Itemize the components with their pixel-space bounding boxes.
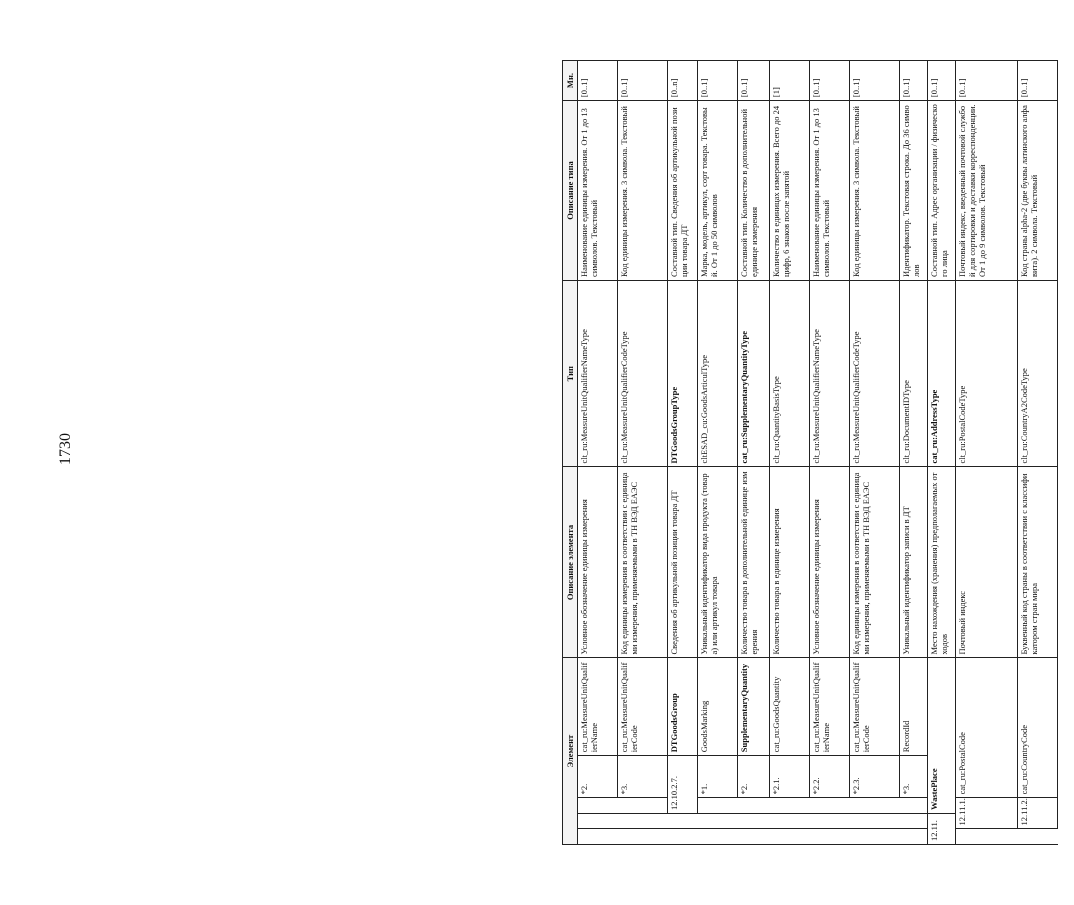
row-description: Сведения об артикульной позиции товара ДТ <box>668 467 698 658</box>
row-index: *3. <box>900 756 928 798</box>
row-multiplicity: [0..1] <box>810 61 850 101</box>
row-description: Код единицы измерения в соответствии с единицами измерения, применяемыми в ТН ВЭД ЕАЭС <box>850 467 900 658</box>
row-description: Буквенный код страны в соответствии с классификатором стран мира <box>1018 467 1058 658</box>
row-multiplicity: [0..1] <box>850 61 900 101</box>
row-index: *2.3. <box>850 756 900 798</box>
row-element: cat_ru:PostalCode <box>956 658 1018 798</box>
row-element: cat_ru:GoodsQuantity <box>770 658 810 756</box>
schema-table <box>562 60 1058 845</box>
table-row <box>956 61 1018 845</box>
row-type: cat_ru:AddressType <box>928 280 956 467</box>
row-description: Условное обозначение единицы измерения <box>810 467 850 658</box>
row-index: *2. <box>578 756 618 798</box>
table-row <box>900 61 928 845</box>
row-description: Код единицы измерения в соответствии с единицами измерения, применяемыми в ТН ВЭД ЕАЭС <box>618 467 668 658</box>
row-type-description: Составной тип. Количество в дополнительной единице измерения <box>738 101 770 281</box>
row-type: clt_ru:QuantityBasisType <box>770 280 810 467</box>
row-type: DTGoodsGroupType <box>668 280 698 467</box>
row-index: *1. <box>698 756 738 798</box>
row-element: DTGoodsGroup <box>668 658 698 756</box>
row-multiplicity: [0..n] <box>668 61 698 101</box>
row-multiplicity: [0..1] <box>900 61 928 101</box>
header-type: Тип <box>563 280 578 467</box>
row-element: WastePlace <box>928 658 956 813</box>
header-row <box>563 61 578 845</box>
table-row <box>770 61 810 845</box>
row-index: *2.1. <box>770 756 810 798</box>
table-row <box>928 61 956 845</box>
row-multiplicity: [1] <box>770 61 810 101</box>
row-index: *2. <box>738 756 770 798</box>
page-number: 1730 <box>57 433 74 465</box>
row-element: cat_ru:MeasureUnitQualifierName <box>578 658 618 756</box>
row-type: clt_ru:MeasureUnitQualifierNameType <box>578 280 618 467</box>
row-type-description: Количество в единицах измерения. Всего до 24 цифр, 6 знаков после запятой <box>770 101 810 281</box>
row-index: *3. <box>618 756 668 798</box>
row-type: clt_ru:MeasureUnitQualifierCodeType <box>618 280 668 467</box>
row-description: Количество товара в единице измерения <box>770 467 810 658</box>
row-description: Почтовый индекс <box>956 467 1018 658</box>
row-multiplicity: [0..1] <box>698 61 738 101</box>
row-type: clt_ru:MeasureUnitQualifierCodeType <box>850 280 900 467</box>
header-multiplicity: Мн. <box>563 61 578 101</box>
row-index: 12.11. <box>928 813 956 844</box>
row-type-description: Составной тип. Адрес организации / физического лица <box>928 101 956 281</box>
schema-table-container <box>562 60 1074 845</box>
row-type: clt_ru:PostalCodeType <box>956 280 1018 467</box>
table-row <box>738 61 770 845</box>
table-row <box>698 61 738 845</box>
row-index: 12.11.2. <box>1018 798 1058 829</box>
row-index: 12.11.1. <box>956 798 1018 829</box>
row-description: Количество товара в дополнительной единице измерения <box>738 467 770 658</box>
row-description: Уникальный идентификатор вида продукта (товара) или артикул товара <box>698 467 738 658</box>
row-type-description: Код единицы измерения. 3 символа. Текстовый <box>618 101 668 281</box>
row-multiplicity: [0..1] <box>578 61 618 101</box>
row-element: cat_ru:MeasureUnitQualifierName <box>810 658 850 756</box>
row-multiplicity: [0..1] <box>738 61 770 101</box>
row-element: GoodsMarking <box>698 658 738 756</box>
header-element: Элемент <box>563 658 578 845</box>
row-multiplicity: [0..1] <box>928 61 956 101</box>
row-type-description: Код страны alpha-2 (две буквы латинского алфавита). 2 символа. Текстовый <box>1018 101 1058 281</box>
row-multiplicity: [0..1] <box>618 61 668 101</box>
row-type: clt_ru:DocumentIDType <box>900 280 928 467</box>
table-row <box>850 61 900 845</box>
row-type-description: Идентификатор. Текстовая строка. До 36 символов <box>900 101 928 281</box>
row-type-description: Код единицы измерения. 3 символа. Текстовый <box>850 101 900 281</box>
row-type-description: Почтовый индекс, введенный почтовой службой для сортировки и доставки корреспонденции. От 1 до 9 символов. Текстовый <box>956 101 1018 281</box>
row-description: Условное обозначение единицы измерения <box>578 467 618 658</box>
row-type-description: Марка, модель, артикул, сорт товара. Текстовый. От 1 до 50 символов <box>698 101 738 281</box>
row-multiplicity: [0..1] <box>956 61 1018 101</box>
row-multiplicity: [0..1] <box>1018 61 1058 101</box>
row-element: cat_ru:CountryCode <box>1018 658 1058 798</box>
row-type-description: Составной тип. Сведения об артикульной позиции товара ДТ <box>668 101 698 281</box>
row-description: Место нахождения (хранения) предполагаемых отходов <box>928 467 956 658</box>
row-type: cat_ru:SupplementaryQuantityType <box>738 280 770 467</box>
table-row <box>1018 61 1058 845</box>
header-type-description: Описание типа <box>563 101 578 281</box>
row-type: clt_ru:CountryA2CodeType <box>1018 280 1058 467</box>
table-row <box>618 61 668 845</box>
row-type-description: Наименование единицы измерения. От 1 до 13 символов. Текстовый <box>578 101 618 281</box>
table-row <box>810 61 850 845</box>
row-index: *2.2. <box>810 756 850 798</box>
header-element-description: Описание элемента <box>563 467 578 658</box>
row-type: clt_ru:MeasureUnitQualifierNameType <box>810 280 850 467</box>
table-row <box>668 61 698 845</box>
row-element: cat_ru:MeasureUnitQualifierCode <box>618 658 668 756</box>
table-row <box>578 61 618 845</box>
row-index: 12.10.2.7. <box>668 756 698 814</box>
row-type-description: Наименование единицы измерения. От 1 до 13 символов. Текстовый <box>810 101 850 281</box>
row-element: SupplementaryQuantity <box>738 658 770 756</box>
row-description: Уникальный идентификатор записи в ДТ <box>900 467 928 658</box>
row-element: RecordId <box>900 658 928 756</box>
row-type: cltESAD_cu:GoodsArticulType <box>698 280 738 467</box>
row-element: cat_ru:MeasureUnitQualifierCode <box>850 658 900 756</box>
